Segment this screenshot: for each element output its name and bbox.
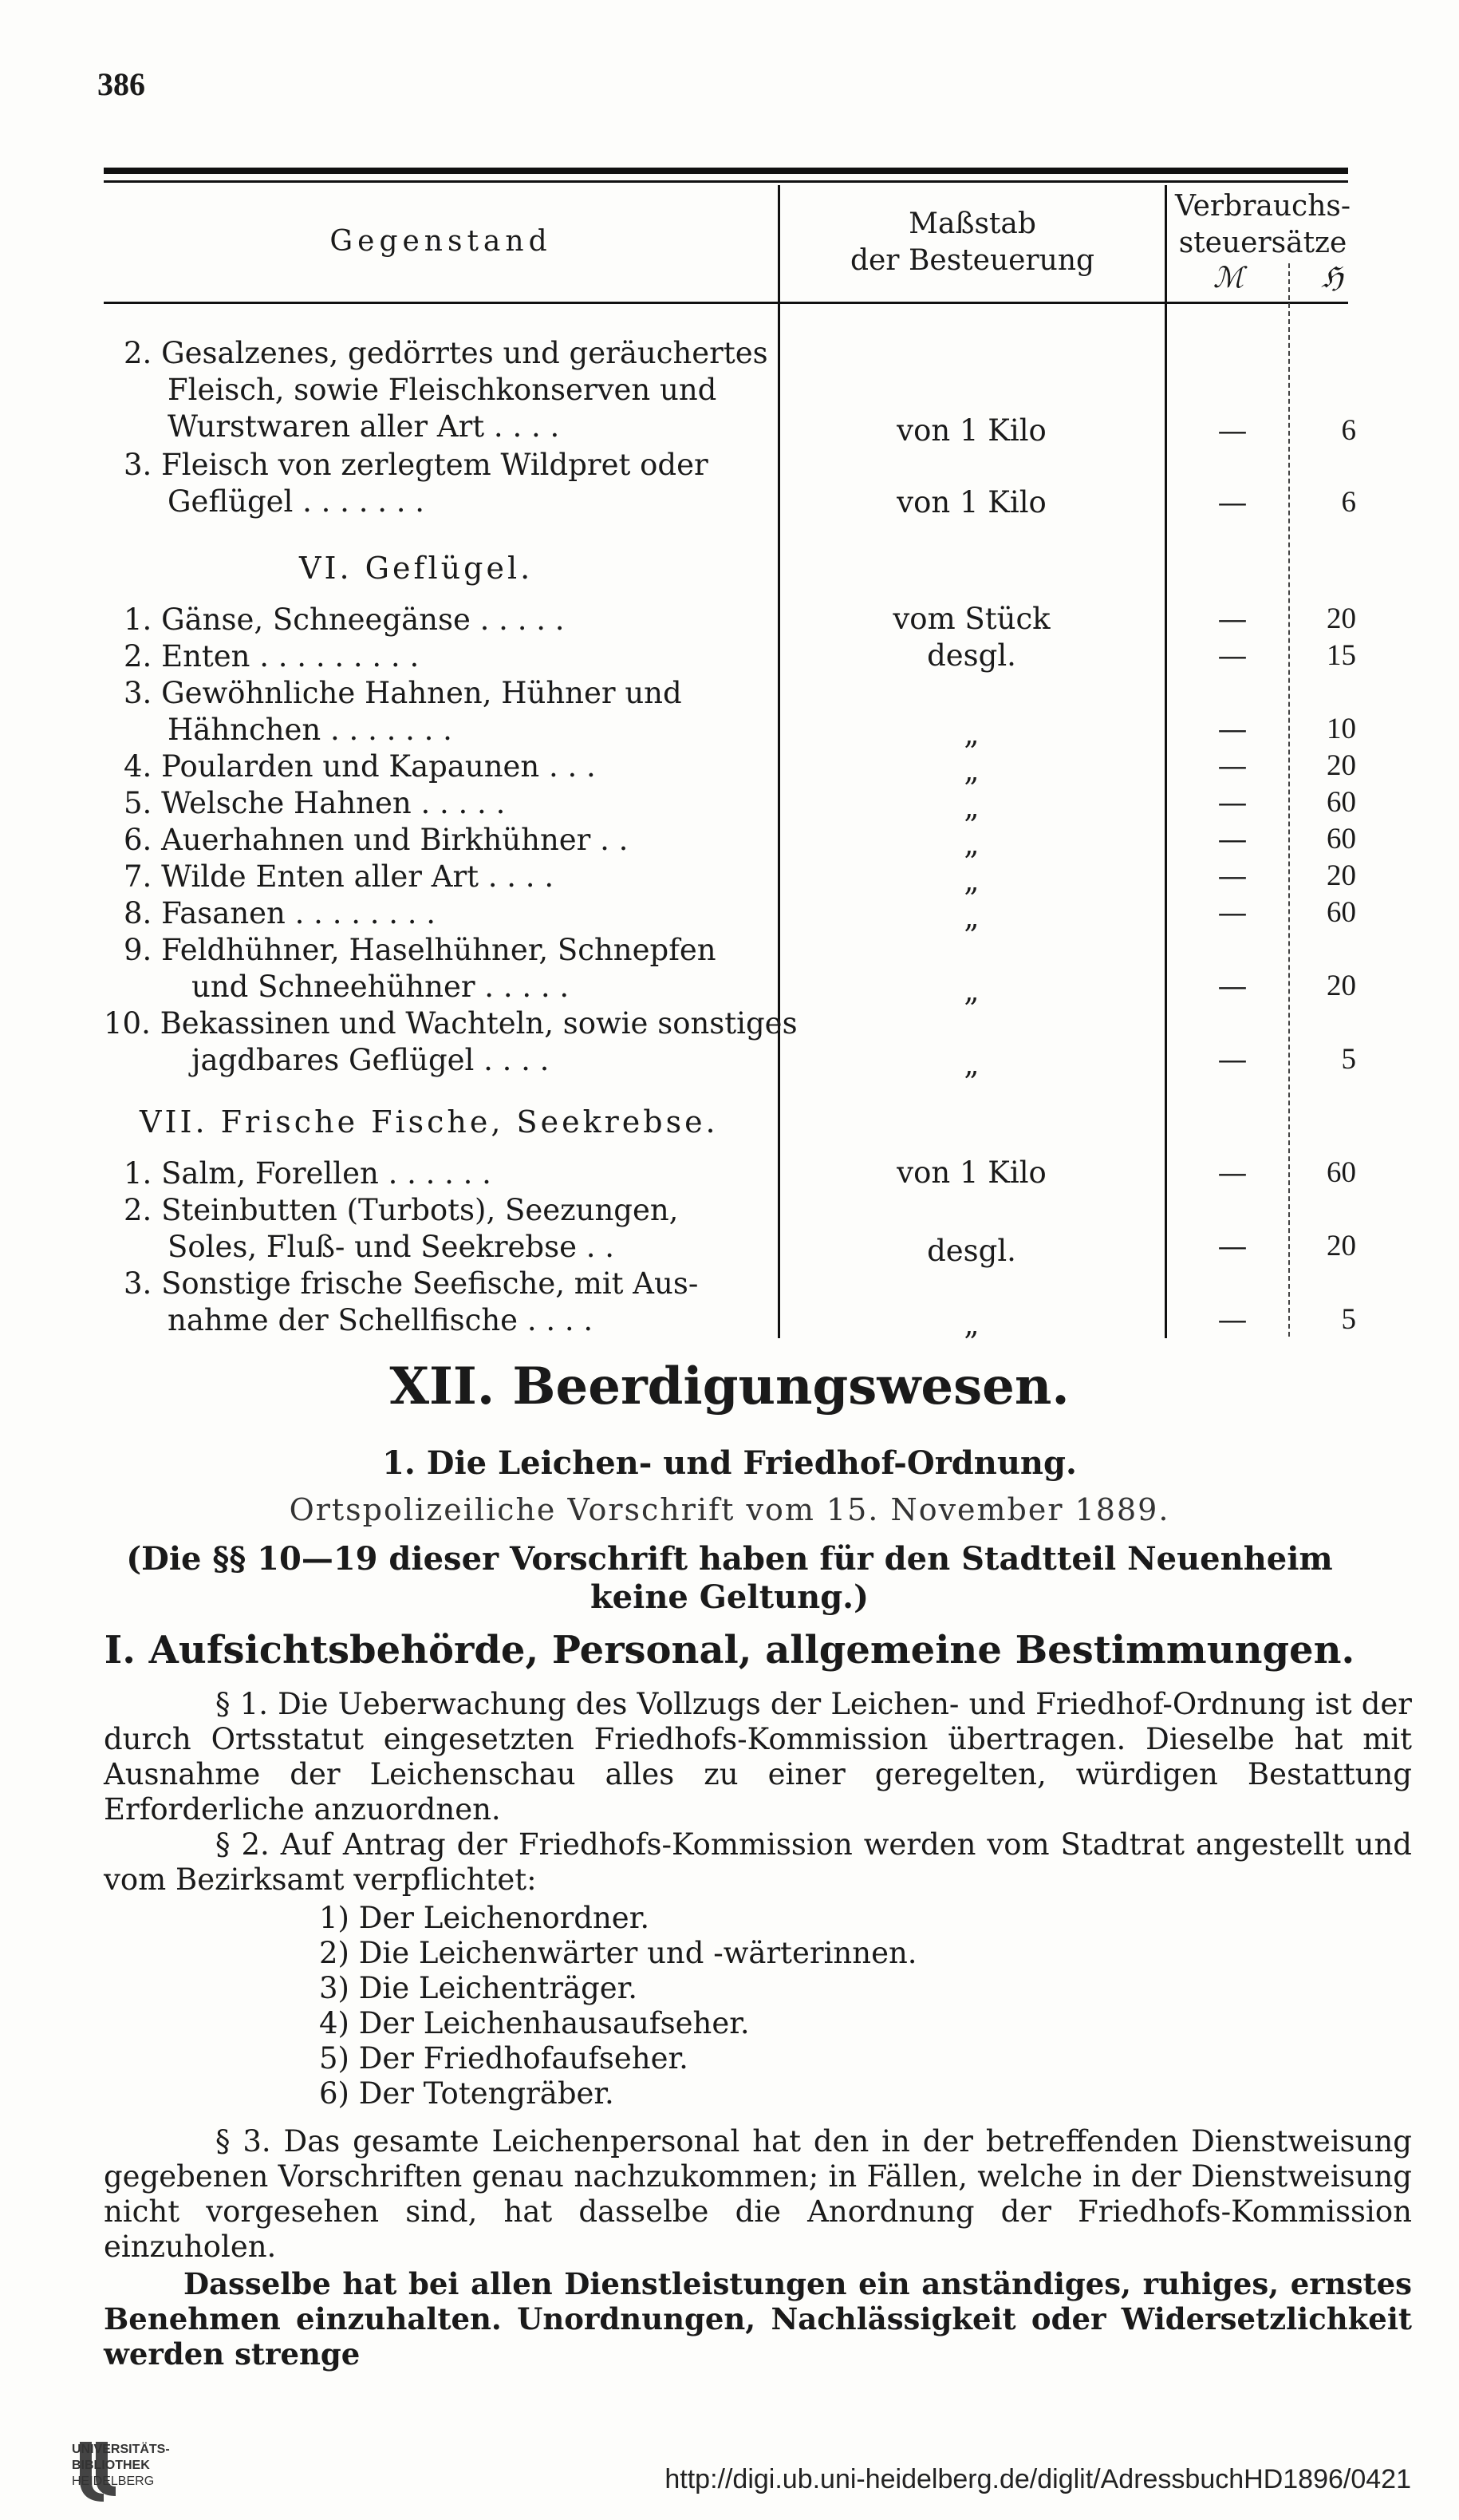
item-massstab: „ [964,1047,980,1081]
paragraph-4: Dasselbe hat bei allen Dienstleistungen ein anständiges, ruhiges, ernstes Benehmen einzuhalten. Unordnungen, Nachlässigkeit oder Widersetzlichkeit werden strenge [104,2266,1412,2372]
list-item: 2) Die Leichenwärter und -wärterinnen. [319,1936,917,1970]
header-steuersaetze-line2: steuersätze [1178,227,1347,259]
item-text-line: 3. Sonstige frische Seefische, mit Aus- [124,1266,699,1301]
item-pfennig: 5 [1341,1303,1356,1336]
item-massstab: „ [964,753,980,788]
item-pfennig: 15 [1327,639,1356,672]
list-item: 6) Der Totengräber. [319,2076,614,2111]
item-text-line: jagdbares Geflügel . . . . [191,1043,550,1077]
item-text-line: Geflügel . . . . . . . [168,484,425,519]
item-text-line: 9. Feldhühner, Haselhühner, Schnepfen [124,933,716,967]
item-pfennig: 20 [1327,1230,1356,1262]
item-text-line: 1. Salm, Forellen . . . . . . [124,1156,491,1191]
item-mark: — [1217,1042,1248,1076]
list-item: 4) Der Leichenhausaufseher. [319,2006,750,2040]
source-url-link[interactable]: http://digi.ub.uni-heidelberg.de/diglit/AdressbuchHD1896/0421 [664,2464,1411,2494]
item-text-line: Hähnchen . . . . . . . [168,713,452,747]
item-pfennig: 60 [1327,896,1356,929]
item-text-line: 2. Steinbutten (Turbots), Seezungen, [124,1193,679,1227]
item-pfennig: 60 [1327,823,1356,855]
item-text-line: Wurstwaren aller Art . . . . [168,409,560,444]
item-mark: — [1217,638,1248,673]
item-pfennig: 6 [1341,486,1356,519]
item-mark: — [1217,895,1248,930]
logo-line: BIBLIOTHEK [72,2459,150,2472]
item-massstab: „ [964,717,980,751]
item-text-line: 3. Fleisch von zerlegtem Wildpret oder [124,448,708,482]
item-pfennig: 20 [1327,602,1356,635]
list-item: 1) Der Leichenordner. [319,1901,650,1935]
section-i-heading: I. Aufsichtsbehörde, Personal, allgemeine Bestimmungen. [104,1628,1355,1673]
item-mark: — [1217,748,1248,783]
item-pfennig: 20 [1327,970,1356,1002]
item-pfennig: 6 [1341,414,1356,447]
item-massstab: „ [964,900,980,934]
paragraph-3: § 3. Das gesamte Leichenpersonal hat den in der betreffenden Dienstweisung gegebenen Vorschriften genau nachzukommen; in Fällen, welche in der Dienstweisung nicht vorgesehen sind, hat dasselbe die Anordnung der Friedhofs-Kommission einzuholen. [104,2124,1412,2264]
list-item: 3) Die Leichenträger. [319,1971,638,2005]
header-gegenstand: Gegenstand [329,225,552,258]
header-mark-symbol: ℳ [1213,262,1244,294]
header-pfennig-symbol: ℌ [1321,262,1343,294]
item-massstab: von 1 Kilo [897,1155,1047,1190]
item-text-line: 6. Auerhahnen und Birkhühner . . [124,823,629,857]
item-mark: — [1217,785,1248,820]
item-massstab: „ [964,1307,980,1341]
item-massstab: von 1 Kilo [897,413,1047,448]
item-mark: — [1217,485,1248,519]
item-text-line: 1. Gänse, Schneegänse . . . . . [124,602,565,637]
item-text-line: und Schneehühner . . . . . [191,970,570,1004]
item-mark: — [1217,712,1248,746]
item-text-line: 5. Welsche Hahnen . . . . . [124,786,506,820]
chapter-subtitle: 1. Die Leichen- und Friedhof-Ordnung. [382,1444,1077,1482]
item-pfennig: 10 [1327,713,1356,745]
item-text-line: 7. Wilde Enten aller Art . . . . [124,859,554,894]
item-mark: — [1217,602,1248,636]
item-text-line: Fleisch, sowie Fleischkonserven und [168,373,717,407]
item-massstab: „ [964,974,980,1008]
page-number: 386 [97,66,145,102]
header-massstab [780,206,1165,279]
personnel-list [319,1901,917,2111]
item-mark: — [1217,822,1248,856]
item-massstab: desgl. [927,638,1016,673]
item-text-line: 3. Gewöhnliche Hahnen, Hühner und [124,676,682,710]
item-text-line: 4. Poularden und Kapaunen . . . [124,749,596,784]
item-text-line: 8. Fasanen . . . . . . . . [124,896,436,930]
item-mark: — [1217,413,1248,448]
item-massstab: vom Stück [893,602,1051,636]
table-top-rule-thin [104,180,1348,183]
section-heading-vi: VI. Geflügel. [299,551,534,586]
chapter-bold-note-line2: keine Geltung.) [590,1578,869,1616]
table-top-rule [104,168,1348,174]
item-pfennig: 5 [1341,1043,1356,1076]
item-pfennig: 60 [1327,786,1356,819]
item-massstab: „ [964,790,980,824]
paragraph-1: § 1. Die Ueberwachung des Vollzugs der Leichen- und Friedhof-Ordnung ist der durch Ortsstatut eingesetzten Friedhofs-Kommission übertragen. Dieselbe hat mit Ausnahme der Leichenschau alles zu einer geregelten, würdigen Bestattung Erforderliche anzuordnen. [104,1687,1412,1827]
item-mark: — [1217,1302,1248,1337]
item-pfennig: 20 [1327,749,1356,782]
chapter-title: XII. Beerdigungswesen. [389,1357,1070,1416]
header-massstab-line2: der Besteuerung [850,244,1095,277]
column-divider-mark-pf [1288,263,1290,1337]
column-divider-2 [1165,185,1167,1338]
item-massstab: desgl. [927,1234,1016,1268]
item-text-line: 10. Bekassinen und Wachteln, sowie sonstiges [104,1006,798,1041]
header-steuersaetze-line1: Verbrauchs- [1174,190,1351,223]
item-massstab: „ [964,863,980,898]
header-massstab-line1: Maßstab [909,207,1036,240]
paragraph-2: § 2. Auf Antrag der Friedhofs-Kommission werden vom Stadtrat angestellt und vom Bezirksamt verpflichtet: [104,1827,1412,1897]
header-steuersaetze [1167,188,1358,262]
table-header-rule [104,302,1348,304]
section-heading-vii: VII. Frische Fische, Seekrebse. [140,1104,719,1140]
item-pfennig: 20 [1327,859,1356,892]
chapter-bold-note-line1: (Die §§ 10—19 dieser Vorschrift haben für den Stadtteil Neuenheim [126,1540,1333,1578]
logo-line: UNIVERSITÄTS- [72,2443,170,2456]
item-text-line: 2. Enten . . . . . . . . . [124,639,420,673]
item-mark: — [1217,969,1248,1003]
item-massstab: von 1 Kilo [897,485,1047,519]
logo-line: HEIDELBERG [72,2475,155,2488]
item-mark: — [1217,1229,1248,1263]
item-pfennig: 60 [1327,1156,1356,1189]
item-massstab: „ [964,827,980,861]
list-item: 5) Der Friedhofaufseher. [319,2041,688,2076]
item-mark: — [1217,859,1248,893]
chapter-regulation-note: Ortspolizeiliche Vorschrift vom 15. November 1889. [289,1492,1170,1527]
item-text-line: nahme der Schellfische . . . . [168,1303,593,1337]
item-mark: — [1217,1155,1248,1190]
item-text-line: 2. Gesalzenes, gedörrtes und geräuchertes [124,336,768,370]
library-logo-text [72,2442,170,2490]
item-text-line: Soles, Fluß- und Seekrebse . . [168,1230,615,1264]
